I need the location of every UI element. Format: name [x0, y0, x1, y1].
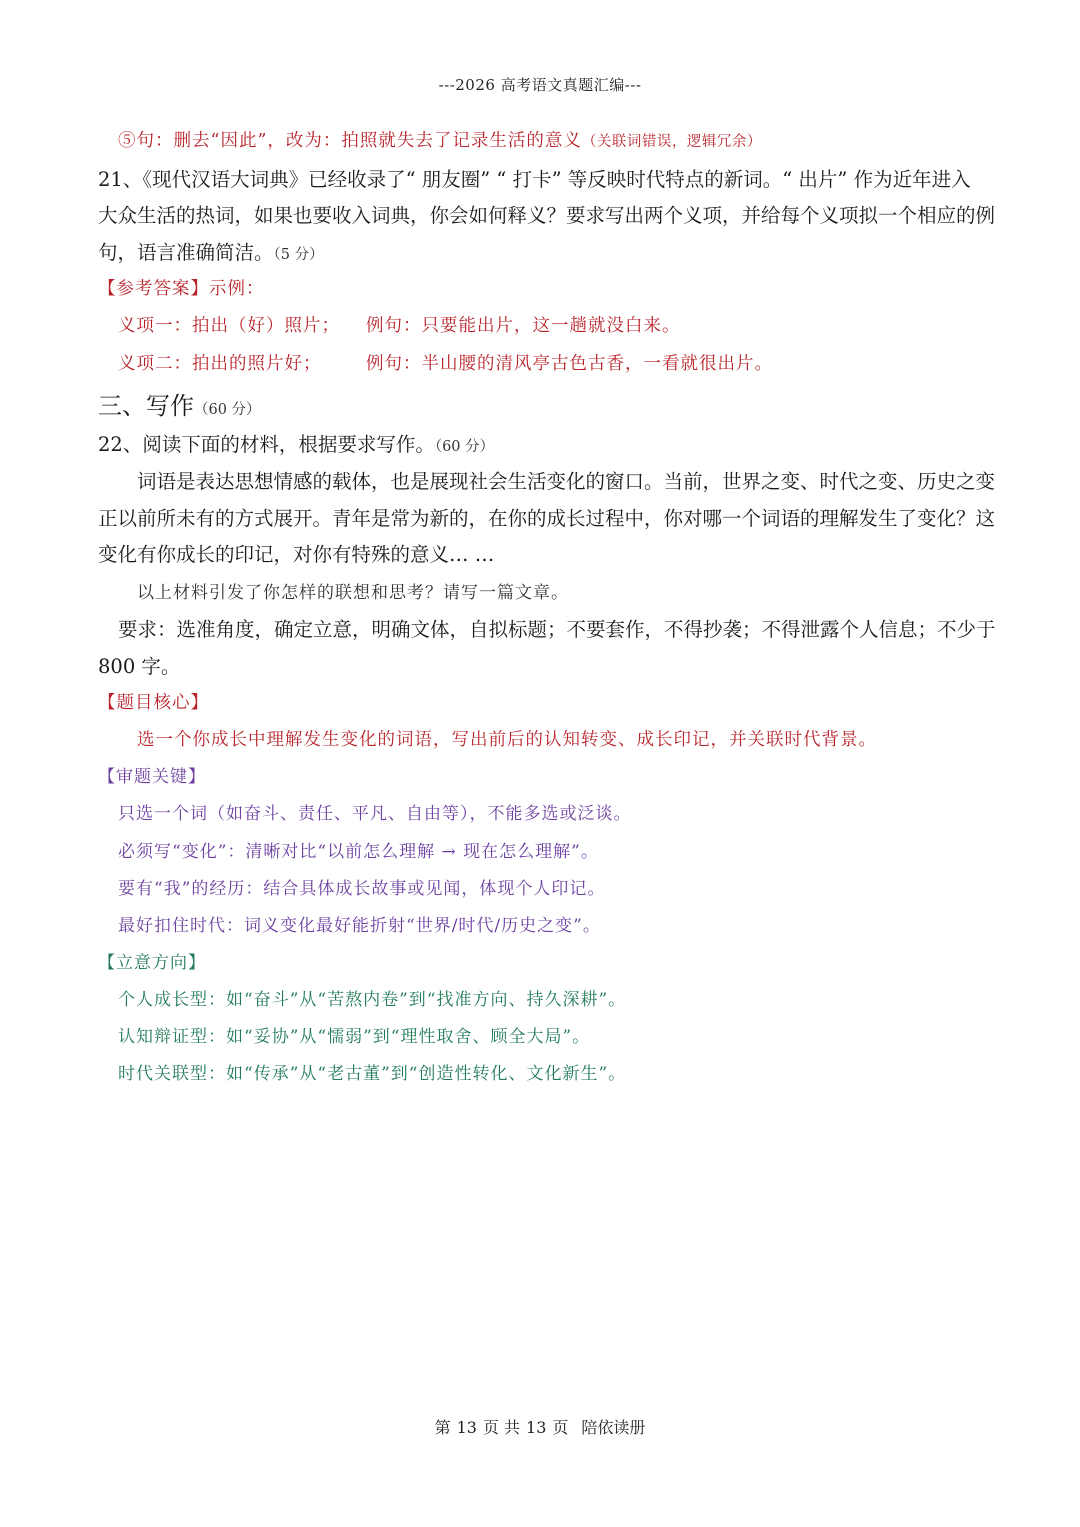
- q22-requirement-line-2: 800 字。: [98, 655, 181, 678]
- q22-requirement-line-1: 要求：选准角度，确定立意，明确文体，自拟标题；不要套作，不得抄袭；不得泄露个人信息；不少于: [118, 618, 996, 641]
- correction-text: ⑤句：删去“因此”，改为：拍照就失去了记录生活的意义: [118, 131, 582, 151]
- q21-sense-1: 义项一：拍出（好）照片；: [118, 316, 340, 336]
- correction-line: [118, 127, 762, 152]
- q21-sense-2: 义项二：拍出的照片好；: [118, 354, 322, 374]
- keys-item-3: 要有“我”的经历：结合具体成长故事或见闻，体现个人印记。: [118, 879, 606, 899]
- section-3-title: 三、写作: [98, 392, 194, 420]
- q21-answer-label: 【参考答案】示例：: [98, 279, 265, 299]
- page-footer: [0, 1415, 1080, 1438]
- page-header: ---2026 高考语文真题汇编---: [438, 76, 642, 94]
- footer-page-mid: 页 共: [482, 1418, 521, 1437]
- footer-page-suffix: 页: [552, 1418, 569, 1437]
- directions-label: 【立意方向】: [98, 953, 206, 973]
- footer-brand: 陪依读册: [581, 1418, 646, 1437]
- core-label: 【题目核心】: [98, 693, 209, 713]
- footer-page-total: 13: [526, 1418, 547, 1437]
- q22-material-line-1: 词语是表达思想情感的载体，也是展现社会生活变化的窗口。当前，世界之变、时代之变、历史之变: [137, 470, 996, 493]
- q21-line-1: 21、《现代汉语大词典》已经收录了“ 朋友圈” “ 打卡” 等反映时代特点的新词。“ 出片” 作为近年进入: [98, 168, 971, 191]
- q21-line-3-text: 句，语言准确简洁。: [98, 241, 274, 264]
- keys-item-4: 最好扣住时代：词义变化最好能折射“世界/时代/历史之变”。: [118, 916, 601, 936]
- q21-score: （5 分）: [273, 247, 324, 263]
- directions-item-2: 认知辩证型：如“妥协”从“懦弱”到“理性取舍、顾全大局”。: [118, 1027, 591, 1047]
- q21-line-2: 大众生活的热词，如果也要收入词典，你会如何释义？要求写出两个义项，并给每个义项拟一个相应的例: [98, 204, 996, 227]
- core-text: 选一个你成长中理解发生变化的词语，写出前后的认知转变、成长印记，并关联时代背景。: [137, 730, 877, 750]
- directions-item-3: 时代关联型：如“传承”从“老古董”到“创造性转化、文化新生”。: [118, 1064, 627, 1084]
- q21-example-1: 例句：只要能出片，这一趟就没白来。: [366, 316, 681, 336]
- keys-item-1: 只选一个词（如奋斗、责任、平凡、自由等），不能多选或泛谈。: [118, 804, 632, 824]
- q22-prompt: 22、阅读下面的材料，根据要求写作。: [98, 433, 435, 456]
- q21-line-3: [98, 235, 324, 273]
- keys-item-2: 必须写“变化”：清晰对比“以前怎么理解 → 现在怎么理解”。: [118, 842, 599, 862]
- footer-page-number: 13: [456, 1418, 477, 1437]
- q22-score: （60 分）: [434, 439, 495, 455]
- section-3-score: （60 分）: [194, 402, 261, 418]
- q22-question: 以上材料引发了你怎样的联想和思考？请写一篇文章。: [137, 583, 569, 603]
- footer-page-prefix: 第: [434, 1418, 451, 1437]
- directions-item-1: 个人成长型：如“奋斗”从“苦熬内卷”到“找准方向、持久深耕”。: [118, 990, 627, 1010]
- q22-prompt-line: [98, 427, 494, 465]
- section-3-heading: [98, 386, 261, 421]
- keys-label: 【审题关键】: [98, 767, 206, 787]
- q22-material-line-2: 正以前所未有的方式展开。青年是常为新的，在你的成长过程中，你对哪一个词语的理解发生了变化？这: [98, 507, 996, 530]
- q21-example-2: 例句：半山腰的清风亭古色古香，一看就很出片。: [366, 354, 773, 374]
- correction-note: （关联词错误，逻辑冗余）: [581, 134, 762, 150]
- q22-material-line-3: 变化有你成长的印记，对你有特殊的意义… …: [98, 543, 495, 566]
